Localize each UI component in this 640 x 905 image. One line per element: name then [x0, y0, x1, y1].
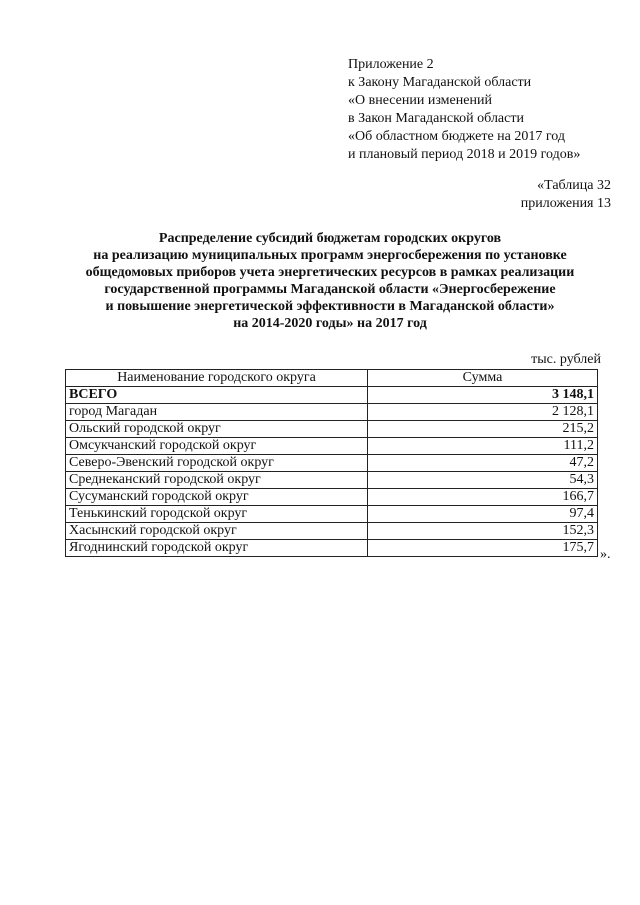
district-name: Тенькинский городской округ [66, 506, 368, 523]
appendix-line: «О внесении изменений [348, 93, 492, 108]
appendix-line: Приложение 2 [348, 57, 434, 72]
district-amount: 2 128,1 [368, 404, 598, 421]
district-name: Омсукчанский городской округ [66, 438, 368, 455]
table-row [66, 421, 598, 438]
district-amount: 175,7 [368, 540, 598, 557]
district-name: Сусуманский городской округ [66, 489, 368, 506]
appendix-line: в Закон Магаданской области [348, 111, 524, 126]
district-amount: 54,3 [368, 472, 598, 489]
district-amount: 215,2 [368, 421, 598, 438]
district-name: Хасынский городской округ [66, 523, 368, 540]
district-amount: 47,2 [368, 455, 598, 472]
table-row [66, 404, 598, 421]
appendix-line: к Закону Магаданской области [348, 75, 532, 90]
appendix-reference [348, 56, 580, 164]
title-line: на реализацию муниципальных программ энергосбережения по установке [93, 248, 567, 263]
table-reference-line: «Таблица 32 [537, 178, 611, 193]
table-header-row [66, 370, 598, 387]
district-amount: 152,3 [368, 523, 598, 540]
district-name: Ольский городской округ [66, 421, 368, 438]
table-total-row [66, 387, 598, 404]
title-line: Распределение субсидий бюджетам городских округов [158, 231, 502, 246]
table-row [66, 438, 598, 455]
column-header-name: Наименование городского округа [66, 370, 368, 387]
title-line: государственной программы Магаданской области «Энергосбережение [104, 282, 556, 297]
table-row [66, 506, 598, 523]
table-row [66, 523, 598, 540]
district-name: Среднеканский городской округ [66, 472, 368, 489]
district-amount: 111,2 [368, 438, 598, 455]
appendix-line: и плановый период 2018 и 2019 годов» [348, 147, 581, 162]
column-header-amount: Сумма [368, 370, 598, 387]
table-row [66, 540, 598, 557]
table-row [66, 455, 598, 472]
district-name: Ягоднинский городской округ [66, 540, 368, 557]
title-line: общедомовых приборов учета энергетических ресурсов в рамках реализации [85, 265, 575, 280]
title-line: на 2014-2020 годы» на 2017 год [233, 316, 427, 331]
table-reference-line: приложения 13 [520, 196, 611, 211]
table-row [66, 472, 598, 489]
district-name: Северо-Эвенский городской округ [66, 455, 368, 472]
subsidy-table [65, 369, 598, 557]
title-line: и повышение энергетической эффективности в Магаданской области» [105, 299, 555, 314]
appendix-line: «Об областном бюджете на 2017 год [348, 129, 565, 144]
table-reference [521, 177, 611, 213]
table-row [66, 489, 598, 506]
document-title [60, 230, 600, 332]
total-label: ВСЕГО [66, 387, 368, 404]
district-amount: 97,4 [368, 506, 598, 523]
units-label: тыс. рублей [531, 352, 601, 367]
total-amount: 3 148,1 [368, 387, 598, 404]
district-name: город Магадан [66, 404, 368, 421]
closing-quote-mark: ». [600, 547, 611, 562]
district-amount: 166,7 [368, 489, 598, 506]
